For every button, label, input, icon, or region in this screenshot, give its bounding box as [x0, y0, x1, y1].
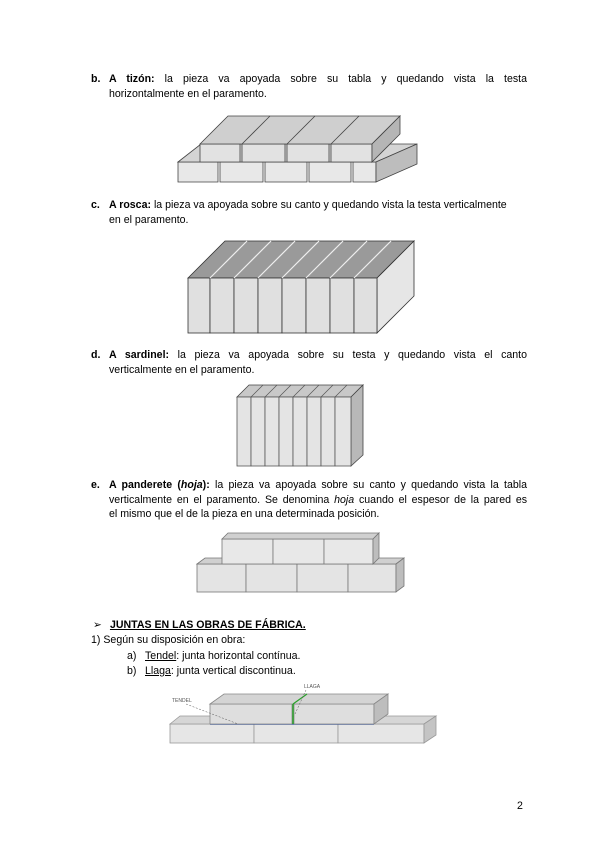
item-d: [91, 348, 527, 377]
page-number: 2: [517, 800, 523, 812]
list-item-b: [127, 665, 296, 677]
item-c-line2: en el paramento.: [109, 213, 189, 226]
item-e-label-a: A panderete (: [109, 479, 181, 491]
item-e-text: la pieza va apoyada sobre su canto y quedando vista la tabla: [209, 479, 527, 491]
list-item-a-term: Tendel: [145, 650, 177, 662]
item-d-line2: verticalmente en el paramento.: [109, 363, 255, 376]
item-b-marker: b.: [91, 73, 101, 85]
item-e-line2: [91, 493, 527, 508]
list-item-a-text: : junta horizontal contínua.: [176, 650, 301, 662]
item-e-line2-a: verticalmente en el paramento. Se denomina: [109, 493, 335, 506]
arrow-bullet-icon: ➢: [93, 619, 102, 631]
llaga-label: LLAGA: [304, 684, 321, 690]
item-d-text: la pieza va apoyada sobre su testa y quedando vista el canto: [169, 349, 527, 361]
list-item-a: [127, 650, 300, 662]
list-item-a-marker: a): [127, 650, 137, 662]
item-b-line2: horizontalmente en el paramento.: [109, 87, 267, 100]
item-d-label: A sardinel:: [109, 349, 170, 361]
item-c-label: A rosca:: [109, 199, 151, 211]
item-e-line2-c: cuando el espesor de la pared es: [354, 493, 528, 506]
section-title: JUNTAS EN LAS OBRAS DE FÁBRICA.: [109, 619, 306, 631]
item-c-marker: c.: [91, 199, 100, 211]
item-e-marker: e.: [91, 479, 100, 491]
list-item-1: 1) Según su disposición en obra:: [91, 634, 246, 646]
item-e-line2-b: hoja: [334, 493, 355, 506]
list-item-b-text: : junta vertical discontinua.: [170, 665, 296, 677]
item-e-label-b: hoja: [180, 479, 203, 491]
tendel-label: TENDEL: [172, 698, 192, 704]
item-b: [91, 72, 527, 101]
item-e-label-c: ):: [202, 479, 210, 491]
item-d-marker: d.: [91, 349, 101, 361]
figure-juntas: [168, 680, 440, 746]
list-item-b-term: Llaga: [145, 665, 171, 677]
item-e: [91, 478, 527, 522]
item-c-text: la pieza va apoyada sobre su canto y quedando vista la testa verticalmente: [151, 199, 507, 211]
item-b-label: A tizón:: [109, 73, 155, 85]
item-b-text: la pieza va apoyada sobre su tabla y quedando vista la testa: [154, 73, 527, 85]
figure-rosca: [185, 238, 417, 335]
figure-sardinel: [235, 383, 367, 468]
item-c: [91, 198, 527, 227]
section-heading: [93, 619, 306, 631]
figure-tizon: [176, 104, 420, 186]
list-item-b-marker: b): [127, 665, 137, 677]
figure-panderete: [195, 530, 405, 596]
item-e-line3: el mismo que el de la pieza en una determinada posición.: [109, 508, 380, 520]
